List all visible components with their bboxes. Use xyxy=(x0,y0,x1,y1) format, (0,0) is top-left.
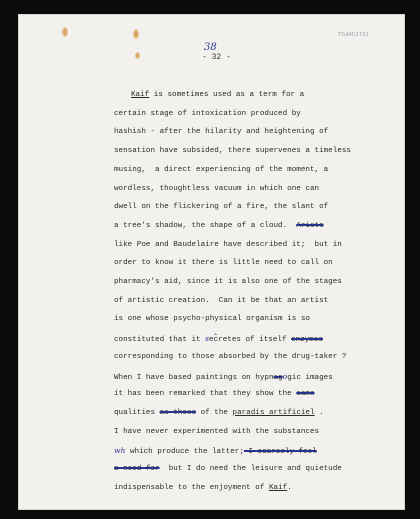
text-run: of the xyxy=(196,408,233,417)
text-line xyxy=(114,111,301,119)
text-run: wordless, thoughtless vacuum in which one can xyxy=(114,184,320,193)
text-run: sensation have subsided, there supervenes a timeless xyxy=(114,147,351,156)
text-run: corresponding to those absorbed by the drug-taker ? xyxy=(114,352,347,361)
text-run: indispensable to the enjoyment of xyxy=(114,483,269,492)
struck-through-text: a need for xyxy=(114,465,160,473)
stain-mark xyxy=(133,29,139,39)
struck-through-text: ag xyxy=(273,373,283,382)
text-run: musing, a direct experiencing of the moment, a xyxy=(114,165,329,174)
text-run: hashish - after the hilarity and heightening of xyxy=(114,128,329,137)
text-run: a tree's shadow, the shape of a cloud. xyxy=(114,221,297,230)
text-line xyxy=(114,223,324,231)
underlined-term: Kaif xyxy=(131,91,150,99)
handwritten-correction: o xyxy=(282,371,288,381)
text-line xyxy=(114,335,323,345)
text-run: gic images xyxy=(287,373,333,382)
text-line xyxy=(114,485,292,493)
text-line xyxy=(131,92,304,100)
text-line xyxy=(114,279,342,287)
text-run: constituted that it xyxy=(114,336,206,345)
text-run: like Poe and Baudelaire have described it; but in xyxy=(114,240,342,249)
text-line xyxy=(114,186,319,194)
text-run: . xyxy=(314,408,324,417)
text-run: I have never experimented with the substances xyxy=(114,427,320,436)
struck-through-text: enzymes xyxy=(291,336,323,345)
text-run: pharmacy's aid, since it is also one of the stages xyxy=(114,278,342,286)
insertion-caret-mark: ‸ xyxy=(214,326,218,336)
text-line xyxy=(114,204,328,212)
text-line xyxy=(114,373,333,383)
text-run: which produce the latter; xyxy=(125,448,244,457)
text-line xyxy=(114,242,342,250)
handwritten-correction: s xyxy=(205,334,210,344)
text-run: . xyxy=(287,483,292,492)
underlined-term: Kaif xyxy=(268,483,288,492)
text-line xyxy=(114,129,328,137)
struck-through-text: I scarcely feel xyxy=(243,448,317,457)
underlined-term: paradis artificiel xyxy=(232,408,315,417)
text-run: but I do need the leisure and quietude xyxy=(159,465,342,473)
text-run: order to know it there is little need to call on xyxy=(114,259,333,268)
text-run: When I have based paintings on hypn xyxy=(114,373,274,382)
text-run: it has been remarked that they show the xyxy=(114,390,297,399)
text-run: is one whose psycho-physical organism is so xyxy=(114,315,310,324)
text-line xyxy=(114,354,346,362)
text-line xyxy=(114,410,324,418)
text-line xyxy=(114,466,342,474)
text-run: dwell on the flickering of a fire, the slant of xyxy=(114,203,329,212)
struck-through-text: as those xyxy=(159,408,197,417)
text-line xyxy=(114,148,351,156)
text-run: qualities xyxy=(114,408,160,417)
text-run: ecretes of itself xyxy=(209,336,292,345)
text-run: is sometimes used as a term for a xyxy=(149,91,305,99)
text-line xyxy=(114,391,315,399)
text-run: certain stage of intoxication produced by xyxy=(114,109,301,118)
text-line xyxy=(114,260,333,268)
text-line xyxy=(114,429,319,437)
manuscript-page xyxy=(18,14,405,510)
text-line xyxy=(114,298,328,306)
archive-reference: TGAM/2731 xyxy=(338,32,369,38)
struck-through-text: same xyxy=(296,390,315,399)
text-line xyxy=(114,316,310,324)
text-run: of artistic creation. Can it be that an artist xyxy=(114,296,329,305)
typed-page-number: - 32 - xyxy=(202,53,231,62)
struck-through-text: Arists xyxy=(296,221,324,230)
handwritten-page-number: 38 xyxy=(204,42,217,53)
text-line xyxy=(114,167,328,175)
stain-mark xyxy=(62,27,68,37)
text-line xyxy=(114,447,317,457)
stain-mark xyxy=(135,52,140,59)
handwritten-correction: wh xyxy=(114,446,126,456)
